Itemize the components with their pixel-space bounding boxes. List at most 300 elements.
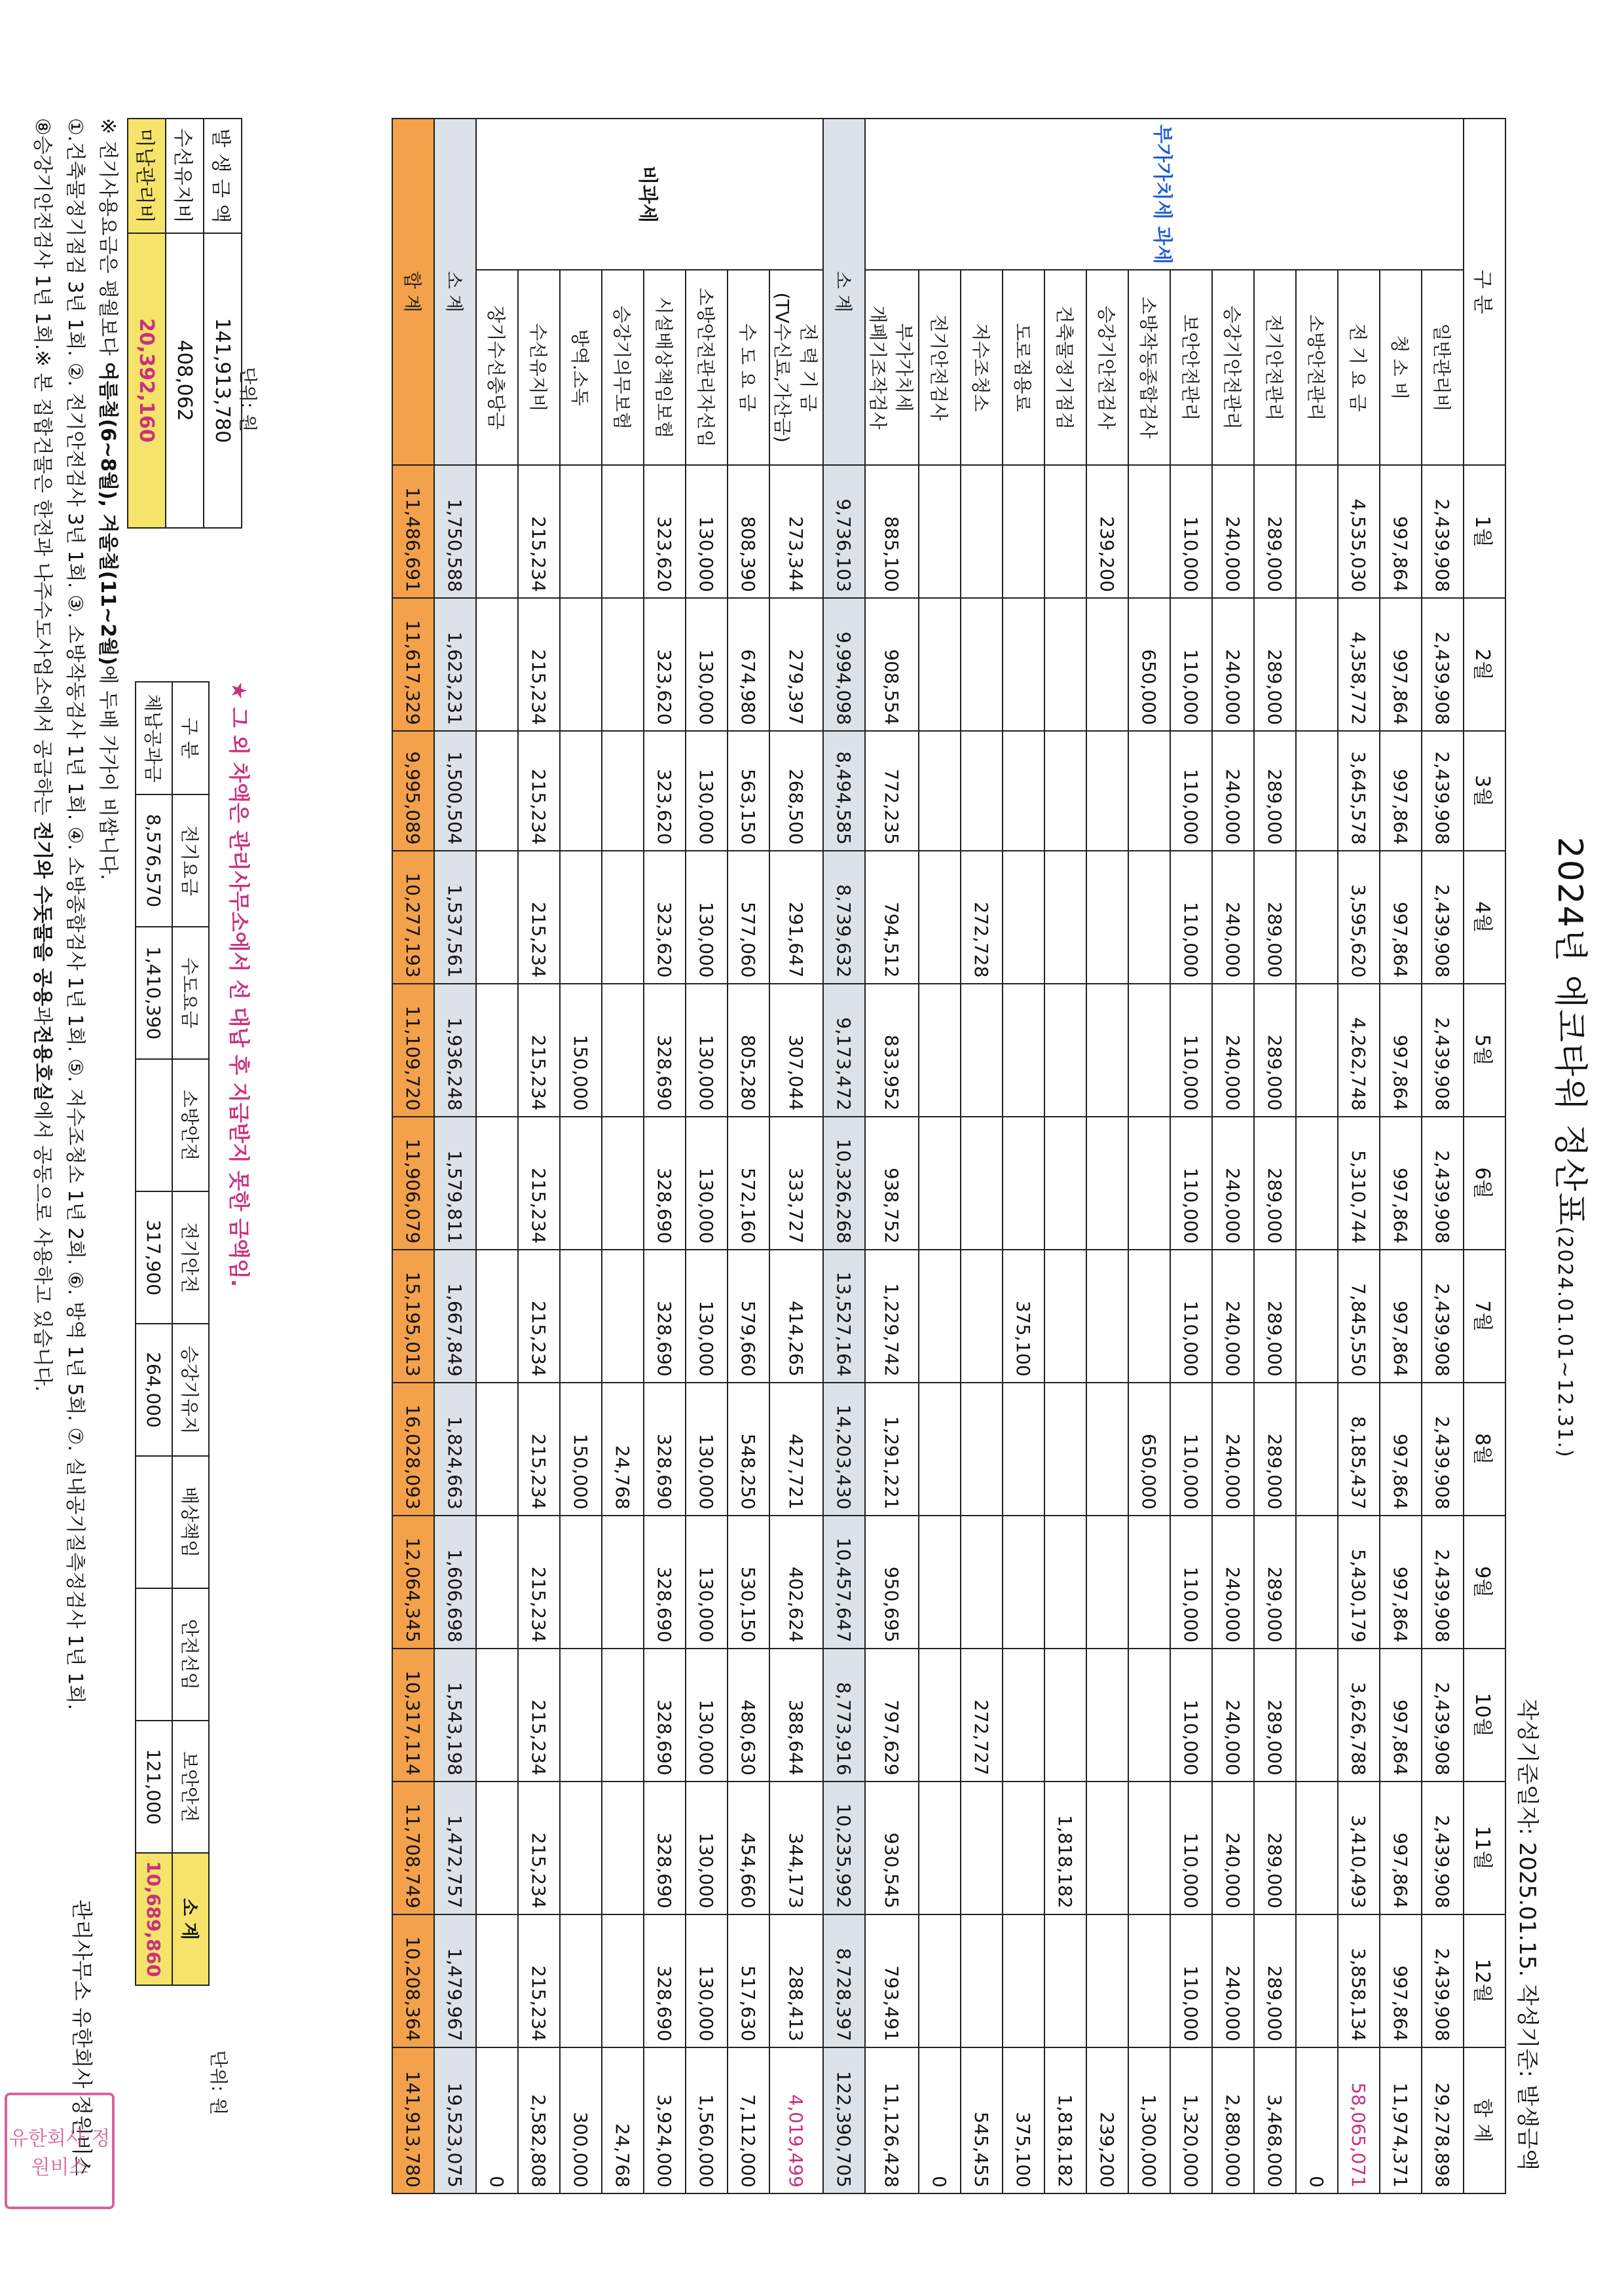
value-cell: 110,000 bbox=[1170, 984, 1212, 1117]
value-cell: 563,150 bbox=[728, 731, 769, 851]
row-total: 2,880,000 bbox=[1212, 2047, 1254, 2193]
header-month: 2월 bbox=[1464, 598, 1505, 731]
value-cell: 130,000 bbox=[686, 1782, 728, 1914]
value-cell bbox=[476, 731, 518, 851]
value-cell: 289,000 bbox=[1254, 1250, 1296, 1383]
subtotal-label: 소 계 bbox=[434, 119, 476, 465]
value-cell bbox=[560, 1914, 602, 2047]
arrears-row-label: 체납공과금 bbox=[136, 682, 172, 794]
value-cell bbox=[1086, 1383, 1128, 1516]
value-cell: 5,430,179 bbox=[1338, 1516, 1380, 1649]
row-label: 소방작동종합검사 bbox=[1128, 270, 1170, 465]
value-cell: 9,736,103 bbox=[823, 465, 865, 598]
row-label: 일반관리비 bbox=[1422, 270, 1464, 465]
table-row bbox=[961, 119, 1003, 2193]
value-cell bbox=[1003, 465, 1044, 598]
value-cell: 289,000 bbox=[1254, 1782, 1296, 1914]
value-cell: 2,439,908 bbox=[1422, 598, 1464, 731]
value-cell bbox=[1296, 1383, 1338, 1516]
row-label-main: 부가가치세 bbox=[893, 323, 915, 412]
value-cell bbox=[1044, 598, 1086, 731]
value-cell: 240,000 bbox=[1212, 1383, 1254, 1516]
table-row bbox=[686, 119, 728, 2193]
value-cell: 2,439,908 bbox=[1422, 1383, 1464, 1516]
summary-value: 20,392,160 bbox=[128, 233, 166, 528]
row-label-sub: 개폐기조작검사 bbox=[867, 305, 889, 430]
value-cell: 1,500,504 bbox=[434, 731, 476, 851]
value-cell bbox=[1044, 1914, 1086, 2047]
value-cell bbox=[476, 1649, 518, 1782]
header-month: 7월 bbox=[1464, 1250, 1505, 1383]
value-cell: 215,234 bbox=[518, 1649, 560, 1782]
value-cell: 14,203,430 bbox=[823, 1383, 865, 1516]
value-cell: 240,000 bbox=[1212, 1516, 1254, 1649]
value-cell bbox=[919, 984, 961, 1117]
table-row bbox=[1128, 119, 1170, 2193]
value-cell bbox=[1003, 1117, 1044, 1250]
value-cell: 2,439,908 bbox=[1422, 731, 1464, 851]
value-cell: 674,980 bbox=[728, 598, 769, 731]
value-cell bbox=[1128, 851, 1170, 984]
value-cell: 240,000 bbox=[1212, 1649, 1254, 1782]
value-cell: 10,235,992 bbox=[823, 1782, 865, 1914]
value-cell: 9,994,098 bbox=[823, 598, 865, 731]
arrears-header: 승강기유지 bbox=[172, 1324, 209, 1456]
value-cell: 333,727 bbox=[769, 1117, 823, 1250]
company-seal: 유한회사 정원비스 bbox=[5, 2093, 115, 2209]
value-cell bbox=[476, 1250, 518, 1383]
header-month: 11월 bbox=[1464, 1782, 1505, 1914]
value-cell: 8,185,437 bbox=[1338, 1383, 1380, 1516]
value-cell bbox=[602, 1914, 644, 2047]
value-cell: 1,291,221 bbox=[865, 1383, 919, 1516]
document-title bbox=[1549, 0, 1598, 2295]
summary-label: 발 생 금 액 bbox=[204, 119, 242, 233]
arrears-header: 구 분 bbox=[172, 682, 209, 794]
row-total: 300,000 bbox=[560, 2047, 602, 2193]
value-cell bbox=[961, 984, 1003, 1117]
value-cell: 9,173,472 bbox=[823, 984, 865, 1117]
value-cell: 375,100 bbox=[1003, 1250, 1044, 1383]
value-cell bbox=[1003, 731, 1044, 851]
value-cell: 16,028,093 bbox=[392, 1383, 434, 1516]
value-cell: 1,472,757 bbox=[434, 1782, 476, 1914]
row-total: 141,913,780 bbox=[392, 2047, 434, 2193]
value-cell: 1,579,811 bbox=[434, 1117, 476, 1250]
arrears-subtotal-value: 10,689,860 bbox=[136, 1853, 172, 1985]
value-cell bbox=[476, 1383, 518, 1516]
value-cell bbox=[1086, 851, 1128, 984]
value-cell: 110,000 bbox=[1170, 851, 1212, 984]
value-cell: 110,000 bbox=[1170, 598, 1212, 731]
value-cell: 240,000 bbox=[1212, 1250, 1254, 1383]
value-cell bbox=[919, 1383, 961, 1516]
value-cell: 938,752 bbox=[865, 1117, 919, 1250]
table-row bbox=[769, 119, 823, 2193]
value-cell: 13,527,164 bbox=[823, 1250, 865, 1383]
value-cell bbox=[1086, 1117, 1128, 1250]
row-total: 0 bbox=[476, 2047, 518, 2193]
subtotal-label: 소 계 bbox=[823, 119, 865, 465]
value-cell: 268,500 bbox=[769, 731, 823, 851]
value-cell bbox=[1086, 1516, 1128, 1649]
unit-label-summary: 단위: 원 bbox=[237, 367, 259, 432]
value-cell: 2,439,908 bbox=[1422, 465, 1464, 598]
value-cell bbox=[1128, 1914, 1170, 2047]
value-cell bbox=[560, 1117, 602, 1250]
value-cell bbox=[1296, 1117, 1338, 1250]
row-total: 1,560,000 bbox=[686, 2047, 728, 2193]
value-cell: 4,262,748 bbox=[1338, 984, 1380, 1117]
value-cell: 997,864 bbox=[1380, 984, 1422, 1117]
value-cell: 10,326,268 bbox=[823, 1117, 865, 1250]
value-cell bbox=[602, 1250, 644, 1383]
table-row bbox=[919, 119, 961, 2193]
value-cell bbox=[476, 984, 518, 1117]
row-total: 3,468,000 bbox=[1254, 2047, 1296, 2193]
value-cell bbox=[1128, 1649, 1170, 1782]
value-cell bbox=[1086, 731, 1128, 851]
row-label: 승강기의무보험 bbox=[602, 270, 644, 465]
value-cell: 328,690 bbox=[644, 984, 686, 1117]
vat-subtotal-row bbox=[823, 119, 865, 2193]
row-label: 승강기안전검사 bbox=[1086, 270, 1128, 465]
value-cell: 215,234 bbox=[518, 1914, 560, 2047]
header-total: 합 계 bbox=[1464, 2047, 1505, 2193]
value-cell: 240,000 bbox=[1212, 984, 1254, 1117]
value-cell bbox=[1003, 1383, 1044, 1516]
value-cell bbox=[602, 731, 644, 851]
value-cell: 997,864 bbox=[1380, 1117, 1422, 1250]
value-cell: 288,413 bbox=[769, 1914, 823, 2047]
value-cell: 5,310,744 bbox=[1338, 1117, 1380, 1250]
value-cell bbox=[919, 851, 961, 984]
value-cell bbox=[919, 1516, 961, 1649]
value-cell: 3,858,134 bbox=[1338, 1914, 1380, 2047]
value-cell bbox=[1044, 1649, 1086, 1782]
value-cell bbox=[476, 1516, 518, 1649]
value-cell: 1,229,742 bbox=[865, 1250, 919, 1383]
row-total: 4,019,499 bbox=[769, 2047, 823, 2193]
value-cell: 15,195,013 bbox=[392, 1250, 434, 1383]
value-cell: 930,545 bbox=[865, 1782, 919, 1914]
value-cell bbox=[560, 1782, 602, 1914]
value-cell: 997,864 bbox=[1380, 465, 1422, 598]
value-cell: 8,494,585 bbox=[823, 731, 865, 851]
value-cell: 110,000 bbox=[1170, 1782, 1212, 1914]
value-cell: 110,000 bbox=[1170, 731, 1212, 851]
grand-total-row bbox=[392, 119, 434, 2193]
value-cell: 215,234 bbox=[518, 465, 560, 598]
value-cell bbox=[1044, 1516, 1086, 1649]
value-cell: 323,620 bbox=[644, 465, 686, 598]
value-cell: 454,660 bbox=[728, 1782, 769, 1914]
value-cell: 215,234 bbox=[518, 1250, 560, 1383]
value-cell: 328,690 bbox=[644, 1383, 686, 1516]
value-cell: 4,535,030 bbox=[1338, 465, 1380, 598]
value-cell bbox=[1296, 1250, 1338, 1383]
value-cell: 215,234 bbox=[518, 1383, 560, 1516]
value-cell: 1,606,698 bbox=[434, 1516, 476, 1649]
arrears-header-row bbox=[172, 682, 209, 1985]
row-label: 건축물정기점검 bbox=[1044, 270, 1086, 465]
row-total: 58,065,071 bbox=[1338, 2047, 1380, 2193]
value-cell: 772,235 bbox=[865, 731, 919, 851]
value-cell: 577,060 bbox=[728, 851, 769, 984]
row-total: 1,818,182 bbox=[1044, 2047, 1086, 2193]
row-label: 전기안전검사 bbox=[919, 270, 961, 465]
value-cell: 24,768 bbox=[602, 1383, 644, 1516]
value-cell bbox=[1296, 731, 1338, 851]
value-cell bbox=[961, 1117, 1003, 1250]
value-cell bbox=[476, 465, 518, 598]
value-cell: 289,000 bbox=[1254, 598, 1296, 731]
value-cell: 1,824,663 bbox=[434, 1383, 476, 1516]
value-cell: 1,818,182 bbox=[1044, 1782, 1086, 1914]
value-cell: 11,486,691 bbox=[392, 465, 434, 598]
value-cell: 9,995,089 bbox=[392, 731, 434, 851]
value-cell bbox=[1086, 598, 1128, 731]
row-total: 1,320,000 bbox=[1170, 2047, 1212, 2193]
value-cell: 272,727 bbox=[961, 1649, 1003, 1782]
arrears-header: 전기안전 bbox=[172, 1191, 209, 1324]
value-cell: 273,344 bbox=[769, 465, 823, 598]
value-cell bbox=[560, 465, 602, 598]
value-cell: 2,439,908 bbox=[1422, 1117, 1464, 1250]
value-cell: 150,000 bbox=[560, 1383, 602, 1516]
value-cell: 3,595,620 bbox=[1338, 851, 1380, 984]
arrears-header: 배상책임 bbox=[172, 1456, 209, 1588]
value-cell bbox=[476, 1782, 518, 1914]
value-cell bbox=[1296, 984, 1338, 1117]
value-cell: 279,397 bbox=[769, 598, 823, 731]
value-cell: 11,708,749 bbox=[392, 1782, 434, 1914]
value-cell bbox=[1003, 1782, 1044, 1914]
value-cell bbox=[1296, 598, 1338, 731]
arrears-value-row bbox=[136, 682, 172, 1985]
arrears-value: 264,000 bbox=[136, 1324, 172, 1456]
value-cell bbox=[961, 1250, 1003, 1383]
value-cell: 480,630 bbox=[728, 1649, 769, 1782]
value-cell: 130,000 bbox=[686, 465, 728, 598]
value-cell: 4,358,772 bbox=[1338, 598, 1380, 731]
value-cell bbox=[1086, 1649, 1128, 1782]
header-month: 6월 bbox=[1464, 1117, 1505, 1250]
value-cell: 997,864 bbox=[1380, 598, 1422, 731]
table-row bbox=[1254, 119, 1296, 2193]
value-cell: 1,479,967 bbox=[434, 1914, 476, 2047]
value-cell: 1,750,588 bbox=[434, 465, 476, 598]
value-cell: 130,000 bbox=[686, 1649, 728, 1782]
value-cell bbox=[961, 1782, 1003, 1914]
row-label: 전기안전관리 bbox=[1254, 270, 1296, 465]
value-cell: 388,644 bbox=[769, 1649, 823, 1782]
value-cell: 130,000 bbox=[686, 1117, 728, 1250]
value-cell: 328,690 bbox=[644, 1250, 686, 1383]
value-cell: 215,234 bbox=[518, 851, 560, 984]
row-total: 375,100 bbox=[1003, 2047, 1044, 2193]
value-cell bbox=[1003, 1516, 1044, 1649]
header-month: 1월 bbox=[1464, 465, 1505, 598]
value-cell bbox=[961, 1383, 1003, 1516]
value-cell: 328,690 bbox=[644, 1914, 686, 2047]
row-total: 1,300,000 bbox=[1128, 2047, 1170, 2193]
row-total: 3,924,000 bbox=[644, 2047, 686, 2193]
summary-row bbox=[204, 119, 242, 528]
value-cell: 328,690 bbox=[644, 1649, 686, 1782]
arrears-header: 전기요금 bbox=[172, 794, 209, 927]
note-inspections: ①.건축물정기점검 3년 1회. ②. 전기안전검사 3년 1회. ③. 소방작동검사 1년 1회. ④. 소방종합검사 1년 1회. ⑤. 저수조청소 1년 2회. ⑥. 방역 1년 5회. ⑦. 실내공기질측정검사 1년 1회. bbox=[64, 118, 86, 1710]
value-cell bbox=[1296, 1649, 1338, 1782]
value-cell: 11,109,720 bbox=[392, 984, 434, 1117]
value-cell: 797,629 bbox=[865, 1649, 919, 1782]
value-cell: 402,624 bbox=[769, 1516, 823, 1649]
value-cell: 215,234 bbox=[518, 984, 560, 1117]
row-total: 239,200 bbox=[1086, 2047, 1128, 2193]
group-label-vat: 부가가치세 과세 bbox=[865, 119, 1464, 270]
value-cell: 344,173 bbox=[769, 1782, 823, 1914]
value-cell bbox=[1296, 1914, 1338, 2047]
value-cell: 239,200 bbox=[1086, 465, 1128, 598]
value-cell: 548,250 bbox=[728, 1383, 769, 1516]
value-cell bbox=[1128, 1250, 1170, 1383]
table-row bbox=[1296, 119, 1338, 2193]
header-month: 4월 bbox=[1464, 851, 1505, 984]
row-total: 2,582,808 bbox=[518, 2047, 560, 2193]
value-cell bbox=[961, 1516, 1003, 1649]
value-cell bbox=[1044, 851, 1086, 984]
arrears-header: 수도요금 bbox=[172, 927, 209, 1059]
value-cell: 130,000 bbox=[686, 1383, 728, 1516]
row-total: 0 bbox=[919, 2047, 961, 2193]
value-cell: 110,000 bbox=[1170, 465, 1212, 598]
value-cell: 307,044 bbox=[769, 984, 823, 1117]
value-cell: 1,623,231 bbox=[434, 598, 476, 731]
row-total: 11,974,371 bbox=[1380, 2047, 1422, 2193]
value-cell bbox=[1003, 1649, 1044, 1782]
value-cell bbox=[1044, 1250, 1086, 1383]
value-cell bbox=[1128, 1117, 1170, 1250]
value-cell bbox=[1296, 1516, 1338, 1649]
value-cell: 2,439,908 bbox=[1422, 1516, 1464, 1649]
value-cell bbox=[602, 1117, 644, 1250]
value-cell: 8,728,397 bbox=[823, 1914, 865, 2047]
arrears-value: 1,410,390 bbox=[136, 927, 172, 1059]
value-cell bbox=[1128, 984, 1170, 1117]
value-cell: 2,439,908 bbox=[1422, 984, 1464, 1117]
value-cell bbox=[602, 598, 644, 731]
row-label: 저수조청소 bbox=[961, 270, 1003, 465]
summary-label: 미납관리비 bbox=[128, 119, 166, 233]
value-cell bbox=[602, 465, 644, 598]
value-cell: 997,864 bbox=[1380, 731, 1422, 851]
value-cell: 272,728 bbox=[961, 851, 1003, 984]
value-cell: 291,647 bbox=[769, 851, 823, 984]
value-cell bbox=[560, 1250, 602, 1383]
value-cell bbox=[1003, 598, 1044, 731]
row-total: 29,278,898 bbox=[1422, 2047, 1464, 2193]
value-cell: 2,439,908 bbox=[1422, 851, 1464, 984]
value-cell: 997,864 bbox=[1380, 1782, 1422, 1914]
row-label: 전 기 요 금 bbox=[1338, 270, 1380, 465]
group-label-nonvat: 비과세 bbox=[476, 119, 823, 270]
row-total: 19,523,075 bbox=[434, 2047, 476, 2193]
value-cell: 3,645,578 bbox=[1338, 731, 1380, 851]
value-cell: 110,000 bbox=[1170, 1250, 1212, 1383]
arrears-table bbox=[135, 681, 210, 1986]
value-cell: 215,234 bbox=[518, 731, 560, 851]
value-cell: 950,695 bbox=[865, 1516, 919, 1649]
value-cell: 2,439,908 bbox=[1422, 1914, 1464, 2047]
value-cell: 572,160 bbox=[728, 1117, 769, 1250]
value-cell: 130,000 bbox=[686, 1250, 728, 1383]
table-row bbox=[1086, 119, 1128, 2193]
value-cell: 8,773,916 bbox=[823, 1649, 865, 1782]
value-cell: 240,000 bbox=[1212, 1914, 1254, 2047]
value-cell: 289,000 bbox=[1254, 984, 1296, 1117]
value-cell bbox=[919, 1914, 961, 2047]
value-cell: 215,234 bbox=[518, 1516, 560, 1649]
summary-amounts-table bbox=[127, 118, 242, 529]
value-cell: 650,000 bbox=[1128, 598, 1170, 731]
arrears-header: 안전선임 bbox=[172, 1588, 209, 1721]
row-total: 24,768 bbox=[602, 2047, 644, 2193]
value-cell bbox=[602, 1782, 644, 1914]
value-cell bbox=[476, 598, 518, 731]
summary-label: 수선유지비 bbox=[166, 119, 204, 233]
value-cell: 1,543,198 bbox=[434, 1649, 476, 1782]
value-cell bbox=[919, 1649, 961, 1782]
value-cell: 130,000 bbox=[686, 984, 728, 1117]
table-row bbox=[1212, 119, 1254, 2193]
value-cell: 11,617,329 bbox=[392, 598, 434, 731]
row-label-main: 전 력 기 금 bbox=[798, 323, 819, 412]
value-cell bbox=[1044, 731, 1086, 851]
star-note: ★ 그 외 차액은 관리사무소에서 선 대납 후 지급받지 못한 금액임. bbox=[227, 681, 251, 1288]
value-cell: 2,439,908 bbox=[1422, 1782, 1464, 1914]
meta-info: 작성기준일자: 2025.01.15. 작성기준: 발생금액 bbox=[1514, 1698, 1540, 2171]
title-text: 2024년 에코타워 정산표 bbox=[1550, 836, 1589, 1227]
value-cell: 215,234 bbox=[518, 598, 560, 731]
value-cell: 1,936,248 bbox=[434, 984, 476, 1117]
value-cell bbox=[1128, 1782, 1170, 1914]
table-row bbox=[1422, 119, 1464, 2193]
value-cell bbox=[560, 1649, 602, 1782]
value-cell bbox=[919, 598, 961, 731]
value-cell: 323,620 bbox=[644, 851, 686, 984]
row-total: 11,126,428 bbox=[865, 2047, 919, 2193]
arrears-header: 보안안전 bbox=[172, 1721, 209, 1853]
value-cell: 323,620 bbox=[644, 731, 686, 851]
value-cell: 1,537,561 bbox=[434, 851, 476, 984]
value-cell: 130,000 bbox=[686, 851, 728, 984]
value-cell: 997,864 bbox=[1380, 1649, 1422, 1782]
row-total: 7,112,000 bbox=[728, 2047, 769, 2193]
value-cell bbox=[919, 1782, 961, 1914]
value-cell: 12,064,345 bbox=[392, 1516, 434, 1649]
value-cell: 11,906,079 bbox=[392, 1117, 434, 1250]
grand-total-label: 합 계 bbox=[392, 119, 434, 465]
value-cell: 110,000 bbox=[1170, 1383, 1212, 1516]
row-label: 청 소 비 bbox=[1380, 270, 1422, 465]
value-cell bbox=[1044, 984, 1086, 1117]
header-month: 5월 bbox=[1464, 984, 1505, 1117]
value-cell: 289,000 bbox=[1254, 465, 1296, 598]
row-label bbox=[865, 270, 919, 465]
table-row bbox=[1170, 119, 1212, 2193]
value-cell bbox=[1086, 1914, 1128, 2047]
row-label-sub: (TV수신료,가산금) bbox=[771, 292, 793, 443]
